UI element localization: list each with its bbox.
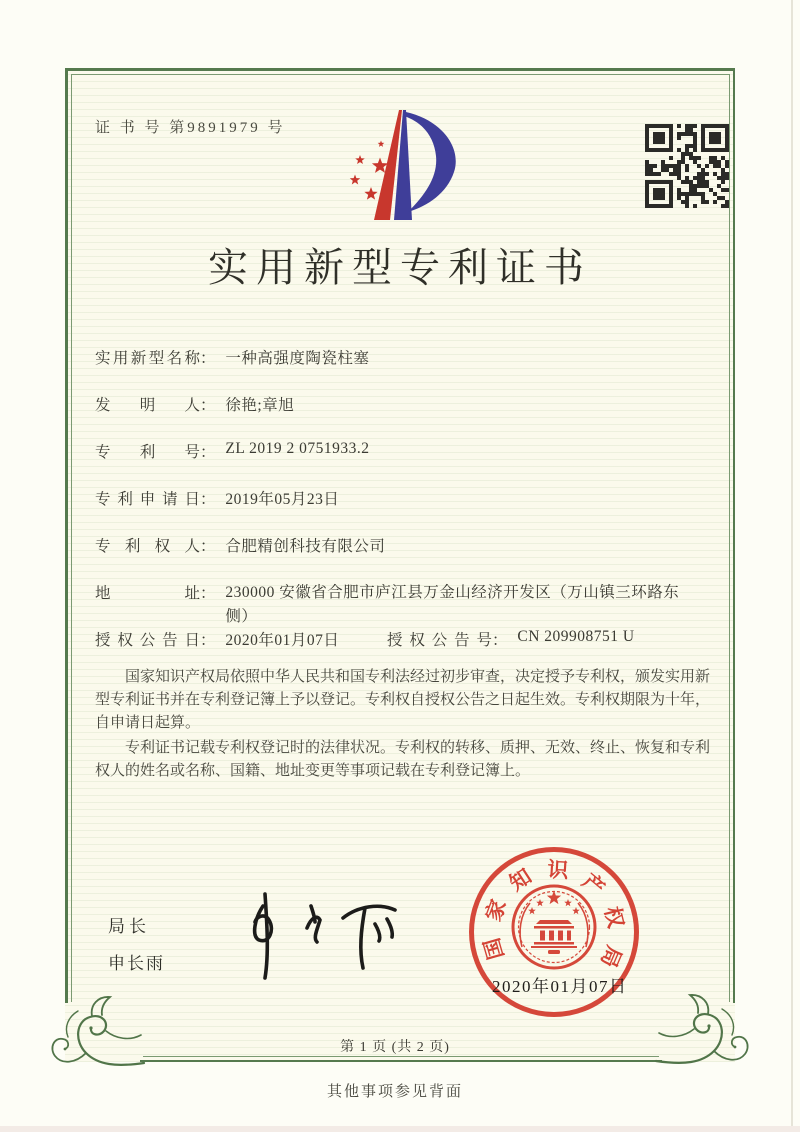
seal-character: 知 <box>504 864 536 896</box>
field-label: 专利权人 <box>95 538 200 555</box>
scan-edge-right <box>791 0 793 1132</box>
grant-number-value: CN 209908751 U <box>517 628 635 645</box>
frame-top-inner-line <box>71 74 730 75</box>
field-label: 实用新型名称 <box>95 350 200 367</box>
frame-bottom-line <box>140 1060 662 1063</box>
field-label: 发明人 <box>95 397 200 414</box>
frame-top-line <box>65 68 735 71</box>
field-value: 2019年05月23日 <box>225 491 340 508</box>
field-value: 230000 安徽省合肥市庐江县万金山经济开发区（万山镇三环路东侧） <box>225 584 680 625</box>
field-value: ZL 2019 2 0751933.2 <box>225 440 370 457</box>
field-row-grant <box>95 628 715 650</box>
legal-text-block <box>95 666 713 785</box>
field-label: 授权公告日 <box>95 632 200 649</box>
qr-code <box>645 124 729 208</box>
field-row-patent-number <box>95 440 715 462</box>
field-colon: ： <box>200 350 216 367</box>
page-number: 第 1 页 (共 2 页) <box>340 1040 450 1055</box>
field-colon: ： <box>200 491 216 508</box>
seal-date: 2020年01月07日 <box>492 977 628 996</box>
field-colon: ： <box>200 585 216 602</box>
grant-number-pair <box>387 628 635 650</box>
grant-date-value: 2020年01月07日 <box>225 632 340 649</box>
signature-icon <box>225 878 410 986</box>
field-colon: ： <box>200 538 216 555</box>
national-emblem-icon <box>504 877 604 977</box>
back-note: 其他事项参见背面 <box>326 1084 463 1100</box>
seal-character: 国 <box>479 935 509 963</box>
seal-character: 家 <box>481 896 511 925</box>
field-label: 地址 <box>95 585 200 602</box>
officer-title: 局长 <box>108 917 150 936</box>
field-row-filing-date <box>95 487 715 509</box>
frame-right-line <box>733 68 736 1003</box>
seal-character: 局 <box>595 941 627 971</box>
frame-left-inner-line <box>71 74 72 1002</box>
field-colon: ： <box>200 632 216 649</box>
frame-left-line <box>65 68 68 1003</box>
field-colon: ： <box>492 632 508 649</box>
field-row-patentee <box>95 534 715 556</box>
field-value: 合肥精创科技有限公司 <box>225 538 386 555</box>
field-label: 专利号 <box>95 444 200 461</box>
flourish-corner-right-icon <box>654 991 754 1075</box>
field-colon: ： <box>200 444 216 461</box>
field-label: 专利申请日 <box>95 491 200 508</box>
field-row-utility-name <box>95 346 715 368</box>
field-value: 徐艳;章旭 <box>225 397 295 414</box>
flourish-corner-left-icon <box>46 993 146 1077</box>
field-label: 授权公告号 <box>387 632 492 649</box>
certificate-title: 实用新型专利证书 <box>208 245 592 290</box>
seal-character: 权 <box>600 904 629 931</box>
certificate-number: 证 书 号 第9891979 号 <box>95 120 286 136</box>
cnipa-logo-icon <box>346 104 468 226</box>
seal-character: 产 <box>578 868 610 901</box>
frame-right-inner-line <box>729 74 730 1002</box>
field-colon: ： <box>200 397 216 414</box>
officer-name: 申长雨 <box>108 954 165 973</box>
field-value: 一种高强度陶瓷柱塞 <box>225 350 370 367</box>
officer-block <box>108 912 165 974</box>
legal-paragraph-1: 国家知识产权局依照中华人民共和国专利法经过初步审查，决定授予专利权，颁发实用新型专利证书并在专利登记簿上予以登记。专利权自授权公告之日起生效。专利权期限为十年，自申请日起算。 <box>95 669 711 731</box>
scan-edge-bottom <box>0 1126 800 1132</box>
field-row-address <box>95 581 715 628</box>
legal-paragraph-2: 专利证书记载专利权登记时的法律状况。专利权的转移、质押、无效、终止、恢复和专利权人的姓名或名称、国籍、地址变更等事项记载在专利登记簿上。 <box>95 740 711 779</box>
field-row-inventors <box>95 393 715 415</box>
seal-character: 识 <box>546 857 569 883</box>
